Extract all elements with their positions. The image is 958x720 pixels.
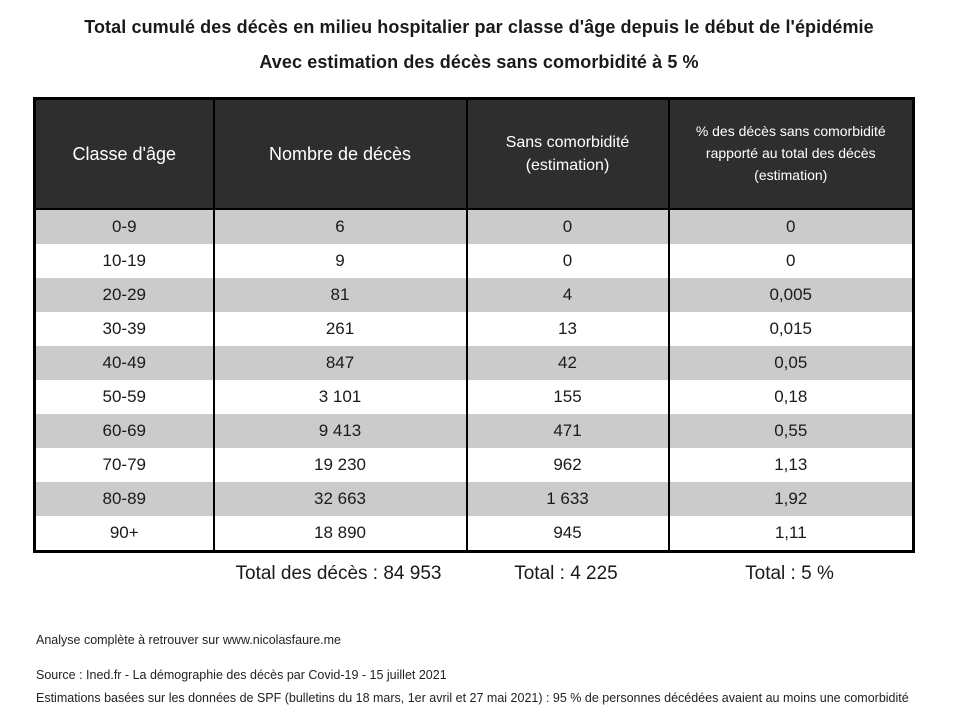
table-cell: 847	[214, 346, 467, 380]
table-cell: 18 890	[214, 516, 467, 552]
table-header	[35, 99, 914, 210]
table-cell: 261	[214, 312, 467, 346]
table-cell: 0-9	[35, 209, 214, 244]
table-row	[35, 380, 914, 414]
table-row	[35, 244, 914, 278]
table-cell: 0,05	[669, 346, 914, 380]
table-cell: 90+	[109, 523, 139, 542]
table-cell: 0	[467, 244, 669, 278]
table-cell: 81	[214, 278, 467, 312]
header-age-class: Classe d'âge	[35, 99, 214, 210]
table-cell: 9 413	[214, 414, 467, 448]
table-cell: 32 663	[214, 482, 467, 516]
table-cell: 155	[467, 380, 669, 414]
table-cell: 42	[467, 346, 669, 380]
table-cell: 0,55	[669, 414, 914, 448]
table-row	[35, 482, 914, 516]
table-cell: 6	[214, 209, 467, 244]
table-row	[35, 278, 914, 312]
header-no-comorbidity: Sans comorbidité (estimation)	[467, 99, 669, 210]
table-cell: 471	[467, 414, 669, 448]
footer-estimation-note: Estimations basées sur les données de SPF (bulletins du 18 mars, 1er avril et 27 mai 2021) : 95 % de personnes décédées avaient au moins une comorbidité	[36, 691, 909, 705]
table-body	[35, 209, 914, 552]
table-cell: 945	[467, 516, 669, 552]
table-cell: 30-39	[102, 319, 146, 338]
table-cell: 0,015	[669, 312, 914, 346]
table-cell: 4	[467, 278, 669, 312]
table-cell: 0	[669, 244, 914, 278]
header-percent: % des décès sans comorbidité rapporté au total des décès (estimation)	[669, 99, 914, 210]
total-no-comorbidity: Total : 4 225	[514, 563, 618, 584]
totals-row	[33, 563, 912, 585]
total-deaths: Total des décès : 84 953	[235, 563, 442, 584]
table-cell: 50-59	[102, 387, 146, 406]
table-cell: 1,92	[669, 482, 914, 516]
table-cell: 0	[467, 209, 669, 244]
table-row	[35, 448, 914, 482]
table-cell: 1,13	[669, 448, 914, 482]
title-line-2: Avec estimation des décès sans comorbidité à 5 %	[259, 52, 699, 72]
table-cell: 1,11	[669, 516, 914, 552]
table-row	[35, 414, 914, 448]
table-cell: 70-79	[102, 455, 146, 474]
table-cell: 19 230	[214, 448, 467, 482]
table-cell: 0,005	[669, 278, 914, 312]
page-title	[0, 0, 958, 73]
table-header-row	[35, 99, 914, 210]
table-cell: 13	[467, 312, 669, 346]
table-cell: 20-29	[35, 278, 214, 312]
deaths-by-age-table	[33, 97, 915, 553]
table-row	[35, 312, 914, 346]
footer-notes	[36, 633, 909, 705]
table-cell: 1 633	[467, 482, 669, 516]
table-cell: 9	[214, 244, 467, 278]
table-cell: 60-69	[35, 414, 214, 448]
table-row	[35, 209, 914, 244]
table-cell: 0	[669, 209, 914, 244]
totals-spacer	[33, 563, 212, 585]
header-deaths: Nombre de décès	[214, 99, 467, 210]
total-percent: Total : 5 %	[745, 563, 834, 584]
table-cell: 3 101	[214, 380, 467, 414]
table-row	[35, 346, 914, 380]
table-cell: 962	[467, 448, 669, 482]
table-cell: 80-89	[35, 482, 214, 516]
footer-analysis-link: Analyse complète à retrouver sur www.nicolasfaure.me	[36, 633, 341, 647]
table-cell: 10-19	[102, 251, 146, 270]
footer-source: Source : Ined.fr - La démographie des décès par Covid-19 - 15 juillet 2021	[36, 668, 447, 682]
table-cell: 0,18	[669, 380, 914, 414]
table-row	[35, 516, 914, 552]
title-line-1: Total cumulé des décès en milieu hospitalier par classe d'âge depuis le début de l'épidémie	[84, 17, 874, 37]
table-cell: 40-49	[35, 346, 214, 380]
